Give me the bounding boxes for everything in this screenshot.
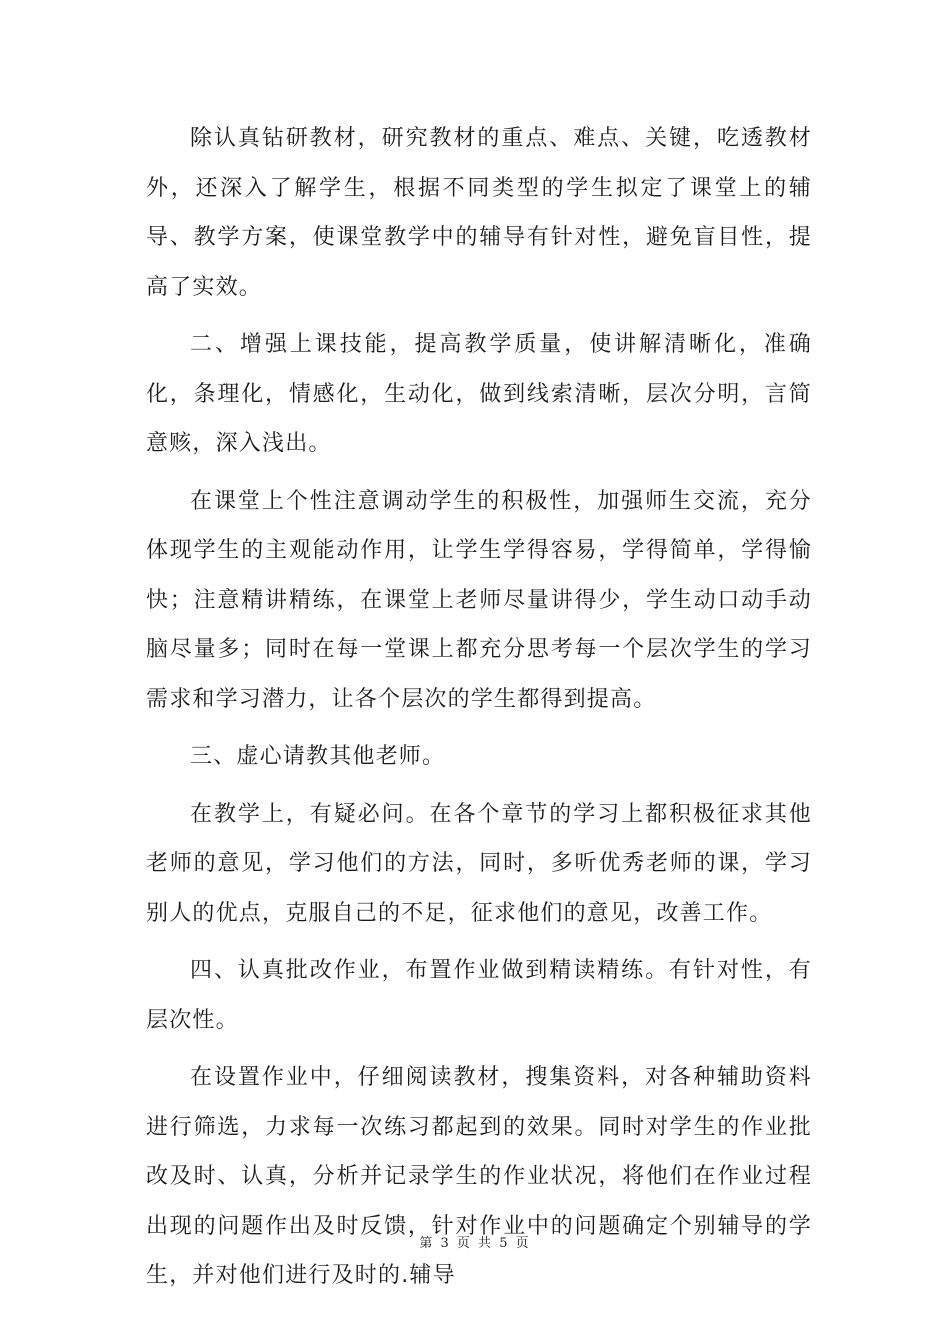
paragraph: 二、增强上课技能，提高教学质量，使讲解清晰化，准确化，条理化，情感化，生动化，做到线索清晰，层次分明，言简意赅，深入浅出。 [146, 332, 812, 456]
footer-middle: 页 共 [456, 1236, 494, 1251]
paragraph: 除认真钻研教材，研究教材的重点、难点、关键，吃透教材外，还深入了解学生，根据不同类型的学生拟定了课堂上的辅导、教学方案，使课堂教学中的辅导有针对性，避免盲目性，提高了实效。 [146, 126, 812, 300]
paragraph: 在课堂上个性注意调动学生的积极性，加强师生交流，充分体现学生的主观能动作用，让学生学得容易，学得简单，学得愉快；注意精讲精练，在课堂上老师尽量讲得少，学生动口动手动脑尽量多；同时在每一堂课上都充分思考每一个层次学生的学习需求和学习潜力，让各个层次的学生都得到提高。 [146, 488, 812, 712]
paragraph: 在教学上，有疑必问。在各个章节的学习上都积极征求其他老师的意见，学习他们的方法，同时，多听优秀老师的课，学习别人的优点，克服自己的不足，征求他们的意见，改善工作。 [146, 801, 812, 926]
footer-page-number: 3 [440, 1236, 451, 1251]
footer-suffix: 页 [515, 1236, 531, 1251]
footer-prefix: 第 [419, 1236, 435, 1251]
paragraph: 在设置作业中，仔细阅读教材，搜集资料，对各种辅助资料进行筛选，力求每一次练习都起到的效果。同时对学生的作业批改及时、认真，分析并记录学生的作业状况，将他们在作业过程出现的问题作出及时反馈，针对作业中的问题确定个别辅导的学生，并对他们进行及时的.辅导 [146, 1065, 812, 1288]
paragraph: 三、虚心请教其他老师。 [190, 744, 446, 769]
paragraph: 四、认真批改作业，布置作业做到精读精练。有针对性，有层次性。 [146, 958, 812, 1033]
document-body [146, 114, 812, 1309]
footer-total-pages: 5 [499, 1236, 510, 1251]
page-footer [0, 1232, 950, 1251]
